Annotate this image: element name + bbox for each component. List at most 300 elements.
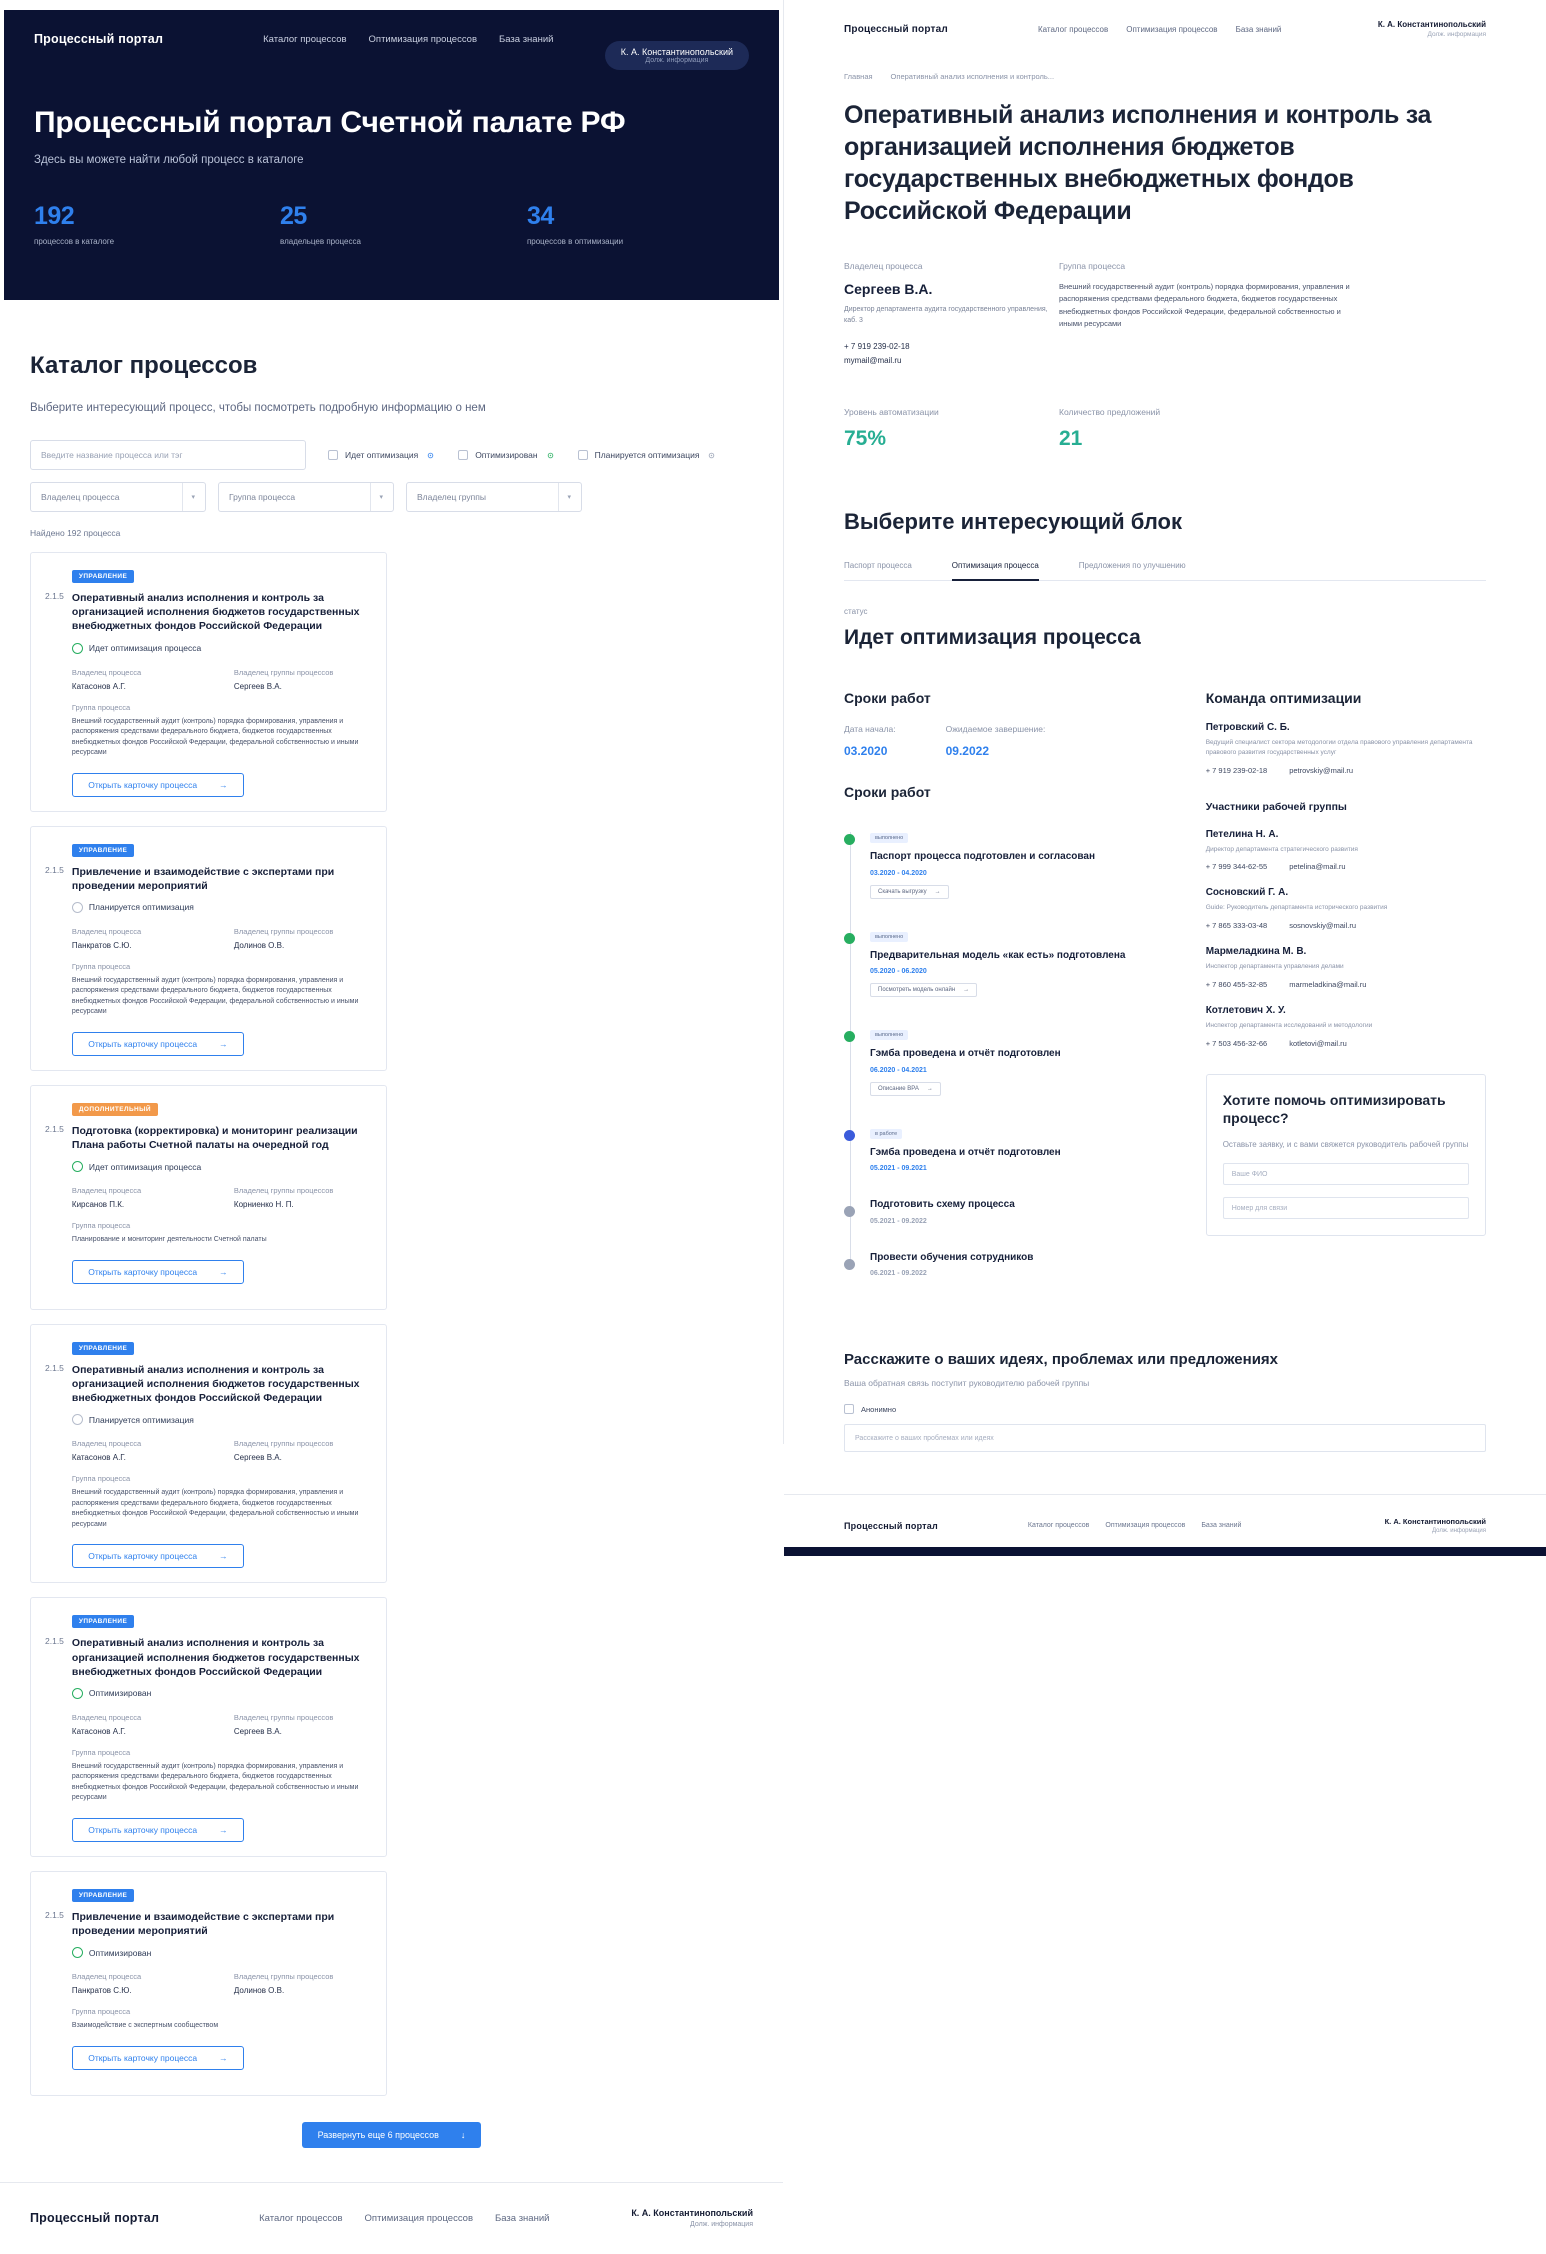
search-input[interactable]: Введите название процесса или тэг: [30, 440, 306, 470]
arrow-right-icon: →: [219, 1551, 228, 1562]
status-text: Планируется оптимизация: [88, 902, 194, 913]
status-text: Оптимизирован: [88, 1947, 152, 1958]
process-card[interactable]: [30, 1871, 387, 2096]
open-card-label: Открыть карточку процесса: [88, 1824, 198, 1835]
timeline-action-button[interactable]: [870, 885, 949, 899]
feedback-textarea[interactable]: Расскажите о ваших проблемах или идеях: [844, 1424, 1486, 1452]
owner-label: Владелец процесса: [71, 1712, 142, 1722]
footer-nav-knowledge[interactable]: База знаний: [495, 2212, 550, 2224]
help-text: Оставьте заявку, и с вами свяжется руководитель рабочей группы: [1222, 1140, 1469, 1150]
stat-value: 192: [34, 202, 75, 230]
team-member: [1206, 1005, 1486, 1048]
group-label: Группа процесса: [71, 1474, 131, 1484]
stat-label: процессов в каталоге: [34, 237, 115, 246]
group-owner-label: Владелец группы процессов: [233, 667, 334, 677]
team-member: [1206, 946, 1486, 989]
process-title: Привлечение и взаимодействие с экспертами при проведении мероприятий: [71, 1910, 335, 1938]
timeline-action-label: Посмотреть модель онлайн: [878, 987, 956, 994]
process-status: [72, 1414, 380, 1425]
group-owner-col: [234, 1439, 380, 1462]
timeline-bullet-icon: [844, 1031, 855, 1042]
person-email[interactable]: petelina@mail.ru: [1289, 862, 1346, 872]
timeline-step-title: Гэмба проведена и отчёт подготовлен: [870, 1048, 1061, 1060]
open-card-label: Открыть карточку процесса: [88, 1038, 198, 1049]
metric-label: Количество предложений: [1059, 407, 1161, 418]
timeline-item: [870, 925, 1176, 998]
process-index: 2.1.5: [45, 1362, 64, 1373]
timeline-step-dates: 03.2020 - 04.2020: [870, 869, 927, 877]
detail-top-navigation: [784, 0, 1546, 58]
metric-proposals: [1059, 407, 1274, 451]
select-value: Владелец группы: [417, 492, 486, 502]
feedback-subtitle: Ваша обратная связь поступит руководителю рабочей группы: [844, 1378, 1090, 1389]
nav-item-catalog[interactable]: Каталог процессов: [1037, 24, 1109, 34]
owners-block: [72, 1439, 380, 1462]
catalog-section: [0, 352, 783, 2148]
group-value: Планирование и мониторинг деятельности Счетной палаты: [71, 1236, 267, 1244]
group-text: Внешний государственный аудит (контроль) порядка формирования, управления и распоряжения средствами федерального бюджета, бюджетов государственных внебюджетных фондов Российской Федерации, федеральной собственностью и иными ресурсами: [1059, 282, 1350, 329]
members-title: Участники рабочей группы: [1205, 800, 1347, 813]
start-date-label: Дата начала:: [844, 724, 896, 735]
checkbox-label: Идет оптимизация: [345, 450, 419, 460]
gear-icon: [706, 450, 717, 461]
owner-col: [72, 1439, 218, 1462]
owner-label: Владелец процесса: [844, 261, 923, 271]
metric-value: 21: [1059, 427, 1083, 451]
category-tag: УПРАВЛЕНИЕ: [72, 844, 134, 857]
footer-nav: [1028, 1522, 1242, 1529]
group-block: [1059, 261, 1359, 367]
checkbox-box[interactable]: [578, 450, 588, 460]
status-icon: [72, 1414, 83, 1425]
owner-value: Катасонов А.Г.: [71, 681, 126, 691]
help-request-box: [1206, 1074, 1486, 1236]
main-nav: [263, 34, 553, 45]
group-owner-col: [234, 1186, 380, 1209]
select-process-group[interactable]: [218, 482, 394, 512]
tab-improvements[interactable]: Предложения по улучшению: [1078, 561, 1186, 571]
owner-value: Кирсанов П.К.: [71, 1200, 125, 1210]
footer-user-name: К. А. Константинопольский: [631, 2208, 753, 2219]
open-card-button[interactable]: [72, 1544, 244, 1568]
group-owner-value: Сергеев В.А.: [233, 1453, 282, 1463]
timeline-tag: выполнено: [870, 833, 908, 843]
user-name: К. А. Константинопольский: [620, 47, 733, 57]
results-count: Найдено 192 процесса: [30, 528, 121, 538]
process-index: 2.1.5: [45, 591, 64, 601]
user-menu[interactable]: [1378, 20, 1486, 38]
expand-more-button[interactable]: [302, 2122, 482, 2148]
group-owner-label: Владелец группы процессов: [233, 1439, 334, 1449]
filter-checkbox-planned[interactable]: [578, 450, 718, 461]
detail-tabs: [844, 561, 1486, 581]
person-contacts: [1206, 921, 1486, 930]
person-contacts: [1206, 1039, 1486, 1048]
detail-footer: [784, 1494, 1546, 1556]
group-block: [72, 703, 380, 759]
group-value: Внешний государственный аудит (контроль) порядка формирования, управления и распоряжения средствами федерального бюджета, бюджетов государственных внебюджетных фондов Российской Федерации, федеральной собственностью и иными ресурсами: [71, 717, 359, 757]
filter-checkbox-in-progress[interactable]: [328, 450, 436, 461]
person-phone[interactable]: + 7 860 455-32-85: [1205, 979, 1268, 989]
group-block: [72, 2007, 380, 2032]
group-label: Группа процесса: [71, 961, 131, 971]
owner-value: Панкратов С.Ю.: [71, 940, 132, 950]
nav-item-knowledge[interactable]: База знаний: [1235, 24, 1282, 34]
person-role: Guide: Руководитель департамента исторического развития: [1205, 904, 1388, 912]
open-card-label: Открыть карточку процесса: [88, 1266, 198, 1277]
terms-dates: [844, 724, 1176, 758]
group-value: Внешний государственный аудит (контроль) порядка формирования, управления и распоряжения средствами федерального бюджета, бюджетов государственных внебюджетных фондов Российской Федерации, федеральной собственностью и иными ресурсами: [71, 1762, 359, 1802]
group-block: [72, 1748, 380, 1804]
detail-body: [784, 72, 1546, 1452]
expand-row: [30, 2122, 753, 2148]
optimization-columns: [844, 690, 1486, 1303]
anonymous-checkbox[interactable]: [844, 1404, 1486, 1414]
terms-column: [844, 690, 1176, 1303]
owner-col: [72, 1186, 218, 1209]
brand-logo[interactable]: Процессный портал: [844, 23, 948, 35]
hero-stats: [34, 202, 749, 246]
process-index: 2.1.5: [45, 1636, 64, 1647]
group-owner-value: Сергеев В.А.: [233, 681, 282, 691]
owners-block: [72, 1972, 380, 1995]
person-phone[interactable]: + 7 503 456-32-66: [1205, 1038, 1268, 1048]
process-status: [72, 1947, 380, 1958]
group-owner-label: Владелец группы процессов: [233, 926, 334, 936]
owner-col: [72, 1972, 218, 1995]
person-phone[interactable]: + 7 919 239-02-18: [1205, 765, 1268, 775]
catalog-lead: Выберите интересующий процесс, чтобы посмотреть подробную информацию о нем: [30, 402, 486, 414]
status-icon: [72, 902, 83, 913]
timeline-step-title: Провести обучения сотрудников: [870, 1251, 1034, 1263]
footer-nav-optimization[interactable]: Оптимизация процессов: [364, 2212, 474, 2224]
stat-owners: [280, 202, 361, 246]
arrow-right-icon: →: [934, 888, 941, 895]
person-email[interactable]: sosnovskiy@mail.ru: [1289, 921, 1356, 931]
person-name: Мармеладкина М. В.: [1205, 946, 1307, 958]
timeline-title: Сроки работ: [844, 784, 931, 801]
person-contacts: [1206, 766, 1486, 775]
arrow-right-icon: →: [219, 2052, 228, 2063]
owner-col: [72, 668, 218, 691]
bottom-bar: [784, 1547, 1546, 1556]
person-name: Петелина Н. А.: [1205, 828, 1279, 840]
process-status: [72, 902, 380, 913]
open-card-label: Открыть карточку процесса: [88, 2052, 198, 2063]
process-status: [72, 1688, 380, 1699]
feedback-title: Расскажите о ваших идеях, проблемах или предложениях: [844, 1351, 1279, 1369]
footer-user[interactable]: [631, 2208, 753, 2228]
timeline-action-label: Скачать выгрузку: [878, 888, 927, 895]
process-title: Оперативный анализ исполнения и контроль за организацией исполнения бюджетов государственных внебюджетных фондов Российской Федерации: [71, 1637, 360, 1678]
group-owner-label: Владелец группы процессов: [233, 1972, 334, 1982]
group-label: Группа процесса: [71, 1747, 131, 1757]
timeline-bullet-icon: [844, 1130, 855, 1141]
user-menu[interactable]: [605, 41, 749, 70]
owner-value: Катасонов А.Г.: [71, 1453, 126, 1463]
owners-block: [72, 927, 380, 950]
page-subtitle: Здесь вы можете найти любой процесс в каталоге: [34, 154, 304, 166]
group-value: Внешний государственный аудит (контроль) порядка формирования, управления и распоряжения средствами федерального бюджета, бюджетов государственных внебюджетных фондов Российской Федерации, федеральной собственностью и иными ресурсами: [71, 1489, 359, 1528]
process-card[interactable]: [30, 1085, 387, 1310]
group-owner-label: Владелец группы процессов: [233, 1712, 334, 1722]
stat-in-optimization: [527, 202, 623, 246]
status-icon: [72, 643, 83, 654]
process-index: 2.1.5: [45, 864, 64, 875]
select-group-owner[interactable]: [406, 482, 582, 512]
open-card-button[interactable]: [72, 773, 244, 797]
select-value: Владелец процесса: [41, 492, 120, 502]
help-title: Хотите помочь оптимизировать процесс?: [1222, 1091, 1446, 1126]
person-role: Директор департамента стратегического развития: [1205, 845, 1358, 853]
stat-value: 34: [526, 202, 554, 230]
timeline-item: [870, 826, 1176, 899]
process-cards-grid: [30, 552, 753, 2096]
open-card-button[interactable]: [72, 1818, 244, 1842]
group-owner-col: [234, 668, 380, 691]
person-phone[interactable]: + 7 999 344-62-55: [1205, 862, 1268, 872]
nav-item-catalog[interactable]: Каталог процессов: [263, 33, 347, 45]
person-phone[interactable]: + 7 865 333-03-48: [1205, 921, 1268, 931]
process-title: Привлечение и взаимодействие с экспертами при проведении мероприятий: [71, 865, 335, 892]
status-text: Идет оптимизация процесса: [88, 643, 202, 654]
chevron-down-icon: ▾: [370, 483, 383, 511]
process-card[interactable]: [30, 1597, 387, 1857]
filter-checkbox-optimized[interactable]: [458, 450, 555, 461]
footer-brand[interactable]: Процессный портал: [30, 2211, 160, 2226]
group-value: Взаимодействие с экспертным сообществом: [71, 2022, 219, 2030]
timeline-bullet-icon: [844, 1206, 855, 1217]
team-title: Команда оптимизации: [1205, 690, 1362, 707]
metric-label: Уровень автоматизации: [844, 407, 939, 418]
owners-block: [72, 1186, 380, 1209]
team-column: [1176, 690, 1486, 1303]
group-label: Группа процесса: [71, 1221, 131, 1231]
process-index: 2.1.5: [45, 1909, 64, 1920]
status-value: Идет оптимизация процесса: [844, 626, 1141, 650]
status-icon: [72, 1688, 83, 1699]
open-card-button[interactable]: [72, 2046, 244, 2070]
footer-nav-knowledge[interactable]: База знаний: [1201, 1522, 1242, 1530]
start-date-value: 03.2020: [844, 744, 888, 759]
process-title: Подготовка (корректировка) и мониторинг реализации Плана работы Счетной палаты на очередной год: [71, 1124, 358, 1152]
timeline-step-dates: 05.2020 - 06.2020: [870, 968, 927, 976]
arrow-right-icon: →: [926, 1085, 933, 1092]
user-name: К. А. Константинопольский: [1377, 20, 1486, 29]
filters-row-selects: [30, 482, 753, 512]
group-label: Группа процесса: [71, 702, 131, 712]
brand-logo[interactable]: Процессный портал: [34, 32, 164, 46]
timeline-action-button[interactable]: [870, 983, 977, 997]
feedback-section: [844, 1351, 1486, 1452]
status-label: статус: [844, 607, 868, 617]
team-member: [1206, 887, 1486, 930]
chevron-down-icon: ▾: [182, 483, 195, 511]
person-role: Инспектор департамента управления делами: [1205, 963, 1344, 971]
timeline-step-title: Предварительная модель «как есть» подготовлена: [870, 949, 1126, 961]
gear-icon: [425, 450, 436, 461]
person-email[interactable]: marmeladkina@mail.ru: [1289, 979, 1367, 989]
process-index: 2.1.5: [45, 1123, 64, 1134]
timeline-step-dates: 05.2021 - 09.2022: [870, 1217, 927, 1225]
process-card[interactable]: [30, 826, 387, 1071]
footer-brand[interactable]: Процессный портал: [844, 1520, 938, 1531]
hero-banner: [4, 10, 779, 300]
user-position: Долж. информация: [1427, 31, 1486, 38]
category-tag: УПРАВЛЕНИЕ: [72, 1615, 134, 1628]
breadcrumb-current: Оперативный анализ исполнения и контроль...: [890, 72, 1055, 81]
timeline-item: [870, 1122, 1176, 1173]
help-phone-input[interactable]: Номер для связи: [1223, 1197, 1469, 1219]
footer-nav-optimization[interactable]: Оптимизация процессов: [1105, 1522, 1186, 1530]
open-card-button[interactable]: [72, 1032, 244, 1056]
stat-value: 25: [280, 202, 307, 230]
owner-label: Владелец процесса: [71, 1186, 142, 1196]
owners-block: [72, 668, 380, 691]
stat-label: процессов в оптимизации: [526, 237, 624, 246]
owner-email[interactable]: mymail@mail.ru: [844, 355, 902, 365]
chevron-down-icon: ▾: [558, 483, 571, 511]
footer-nav-catalog[interactable]: Каталог процессов: [1027, 1522, 1090, 1530]
footer-user[interactable]: [1385, 1517, 1486, 1534]
timeline: [844, 826, 1176, 1277]
group-label: Группа процесса: [71, 2007, 131, 2017]
stat-processes: [34, 202, 114, 246]
owner-label: Владелец процесса: [71, 667, 142, 677]
user-position: Долж. информация: [645, 57, 709, 64]
group-owner-col: [234, 1972, 380, 1995]
owner-block: [844, 261, 1059, 367]
owner-label: Владелец процесса: [71, 926, 142, 936]
timeline-tag: выполнено: [870, 1030, 908, 1040]
group-owner-col: [234, 927, 380, 950]
timeline-action-label: Описание BPA: [878, 1085, 919, 1092]
nav-item-knowledge[interactable]: База знаний: [499, 33, 554, 45]
select-process-owner[interactable]: [30, 482, 206, 512]
team-member: [1206, 829, 1486, 872]
person-name: Сосновский Г. А.: [1205, 887, 1289, 899]
footer-user-position: Долж. информация: [690, 2221, 753, 2229]
person-contacts: [1206, 980, 1486, 989]
person-role: Инспектор департамента исследований и методологии: [1205, 1021, 1373, 1029]
metric-value: 75%: [844, 427, 887, 451]
person-name: Котлетович Х. У.: [1205, 1004, 1286, 1016]
owner-col: [72, 1713, 218, 1736]
timeline-bullet-icon: [844, 933, 855, 944]
stat-label: владельцев процесса: [280, 237, 361, 246]
timeline-step-title: Подготовить схему процесса: [870, 1199, 1015, 1211]
group-owner-value: Корниенко Н. П.: [233, 1200, 294, 1210]
arrow-right-icon: →: [219, 1038, 228, 1049]
group-owner-value: Долинов О.В.: [233, 940, 285, 950]
timeline-action-button[interactable]: [870, 1082, 941, 1096]
timeline-item: [870, 1251, 1176, 1278]
expand-label: Развернуть еще 6 процессов: [317, 2129, 439, 2140]
person-email[interactable]: petrovskiy@mail.ru: [1289, 765, 1354, 775]
footer-user-name: К. А. Константинопольский: [1384, 1517, 1486, 1527]
filters-row-primary: [30, 440, 753, 470]
group-block: [72, 1474, 380, 1530]
footer-user-position: Долж. информация: [1432, 1528, 1486, 1535]
tab-optimization[interactable]: Оптимизация процесса: [951, 561, 1039, 571]
timeline-step-title: Паспорт процесса подготовлен и согласован: [870, 851, 1095, 863]
tab-passport[interactable]: Паспорт процесса: [844, 561, 912, 571]
group-owner-value: Сергеев В.А.: [233, 1726, 282, 1736]
nav-item-optimization[interactable]: Оптимизация процессов: [1126, 24, 1218, 34]
breadcrumb-home[interactable]: Главная: [844, 72, 873, 81]
block-selector-title: Выберите интересующий блок: [844, 509, 1182, 535]
owner-phone[interactable]: + 7 919 239-02-18: [844, 342, 910, 351]
open-card-button[interactable]: [72, 1260, 244, 1284]
page-title: Процессный портал Счетной палате РФ: [34, 106, 626, 139]
timeline-step-dates: 06.2020 - 04.2021: [870, 1066, 927, 1074]
screen-process-detail: [783, 0, 1546, 1535]
group-block: [72, 1221, 380, 1246]
arrow-right-icon: →: [219, 779, 228, 790]
checkbox-box[interactable]: [458, 450, 468, 460]
process-detail-title: Оперативный анализ исполнения и контроль за организацией исполнения бюджетов государственных внебюджетных фондов Российской Федерации: [844, 101, 1432, 225]
nav-item-optimization[interactable]: Оптимизация процессов: [368, 33, 478, 45]
top-navigation-bar: [34, 10, 749, 68]
checkbox-label: Оптимизирован: [475, 450, 538, 460]
status-text: Оптимизирован: [88, 1688, 152, 1699]
group-owner-label: Владелец группы процессов: [233, 1186, 334, 1196]
open-card-label: Открыть карточку процесса: [88, 779, 198, 790]
status-icon: [72, 1161, 83, 1172]
owner-label: Владелец процесса: [71, 1972, 142, 1982]
process-status: [72, 643, 380, 654]
person-role: Ведущий специалист сектора методологии отдела правового управления департамента правового развития государственных услуг: [1205, 739, 1473, 756]
timeline-bullet-icon: [844, 1259, 855, 1270]
open-card-label: Открыть карточку процесса: [88, 1551, 198, 1562]
arrow-right-icon: →: [219, 1824, 228, 1835]
timeline-step-dates: 05.2021 - 09.2021: [870, 1165, 927, 1173]
help-name-input[interactable]: Ваше ФИО: [1223, 1163, 1469, 1185]
owner-label: Владелец процесса: [71, 1439, 142, 1449]
terms-title: Сроки работ: [844, 690, 931, 707]
timeline-bullet-icon: [844, 834, 855, 845]
category-tag: УПРАВЛЕНИЕ: [72, 1342, 134, 1355]
category-tag: ДОПОЛНИТЕЛЬНЫЙ: [72, 1103, 158, 1116]
timeline-item: [870, 1198, 1176, 1225]
gear-icon: [545, 450, 556, 461]
breadcrumb: [844, 72, 1486, 81]
process-meta: [844, 261, 1486, 367]
process-metrics: [844, 407, 1486, 451]
category-tag: УПРАВЛЕНИЕ: [72, 570, 134, 583]
process-card[interactable]: [30, 1324, 387, 1584]
timeline-step-title: Гэмба проведена и отчёт подготовлен: [870, 1146, 1061, 1158]
footer-nav-catalog[interactable]: Каталог процессов: [259, 2212, 343, 2224]
catalog-title: Каталог процессов: [30, 352, 258, 379]
group-label: Группа процесса: [1059, 261, 1126, 271]
owner-position: Директор департамента аудита государственного управления, каб. 3: [844, 306, 1048, 324]
end-date-value: 09.2022: [945, 744, 990, 759]
checkbox-box[interactable]: [844, 1404, 854, 1414]
status-text: Идет оптимизация процесса: [88, 1161, 202, 1172]
group-owner-col: [234, 1713, 380, 1736]
arrow-right-icon: →: [963, 987, 970, 994]
arrow-down-icon: ↓: [460, 2129, 466, 2140]
person-email[interactable]: kotletovi@mail.ru: [1289, 1038, 1347, 1048]
footer: [0, 2182, 783, 2254]
process-card[interactable]: [30, 552, 387, 812]
checkbox-box[interactable]: [328, 450, 338, 460]
select-value: Группа процесса: [229, 492, 296, 502]
process-title: Оперативный анализ исполнения и контроль за организацией исполнения бюджетов государственных внебюджетных фондов Российской Федерации: [71, 592, 360, 633]
footer-nav: [259, 2213, 549, 2224]
status-text: Планируется оптимизация: [88, 1414, 194, 1425]
